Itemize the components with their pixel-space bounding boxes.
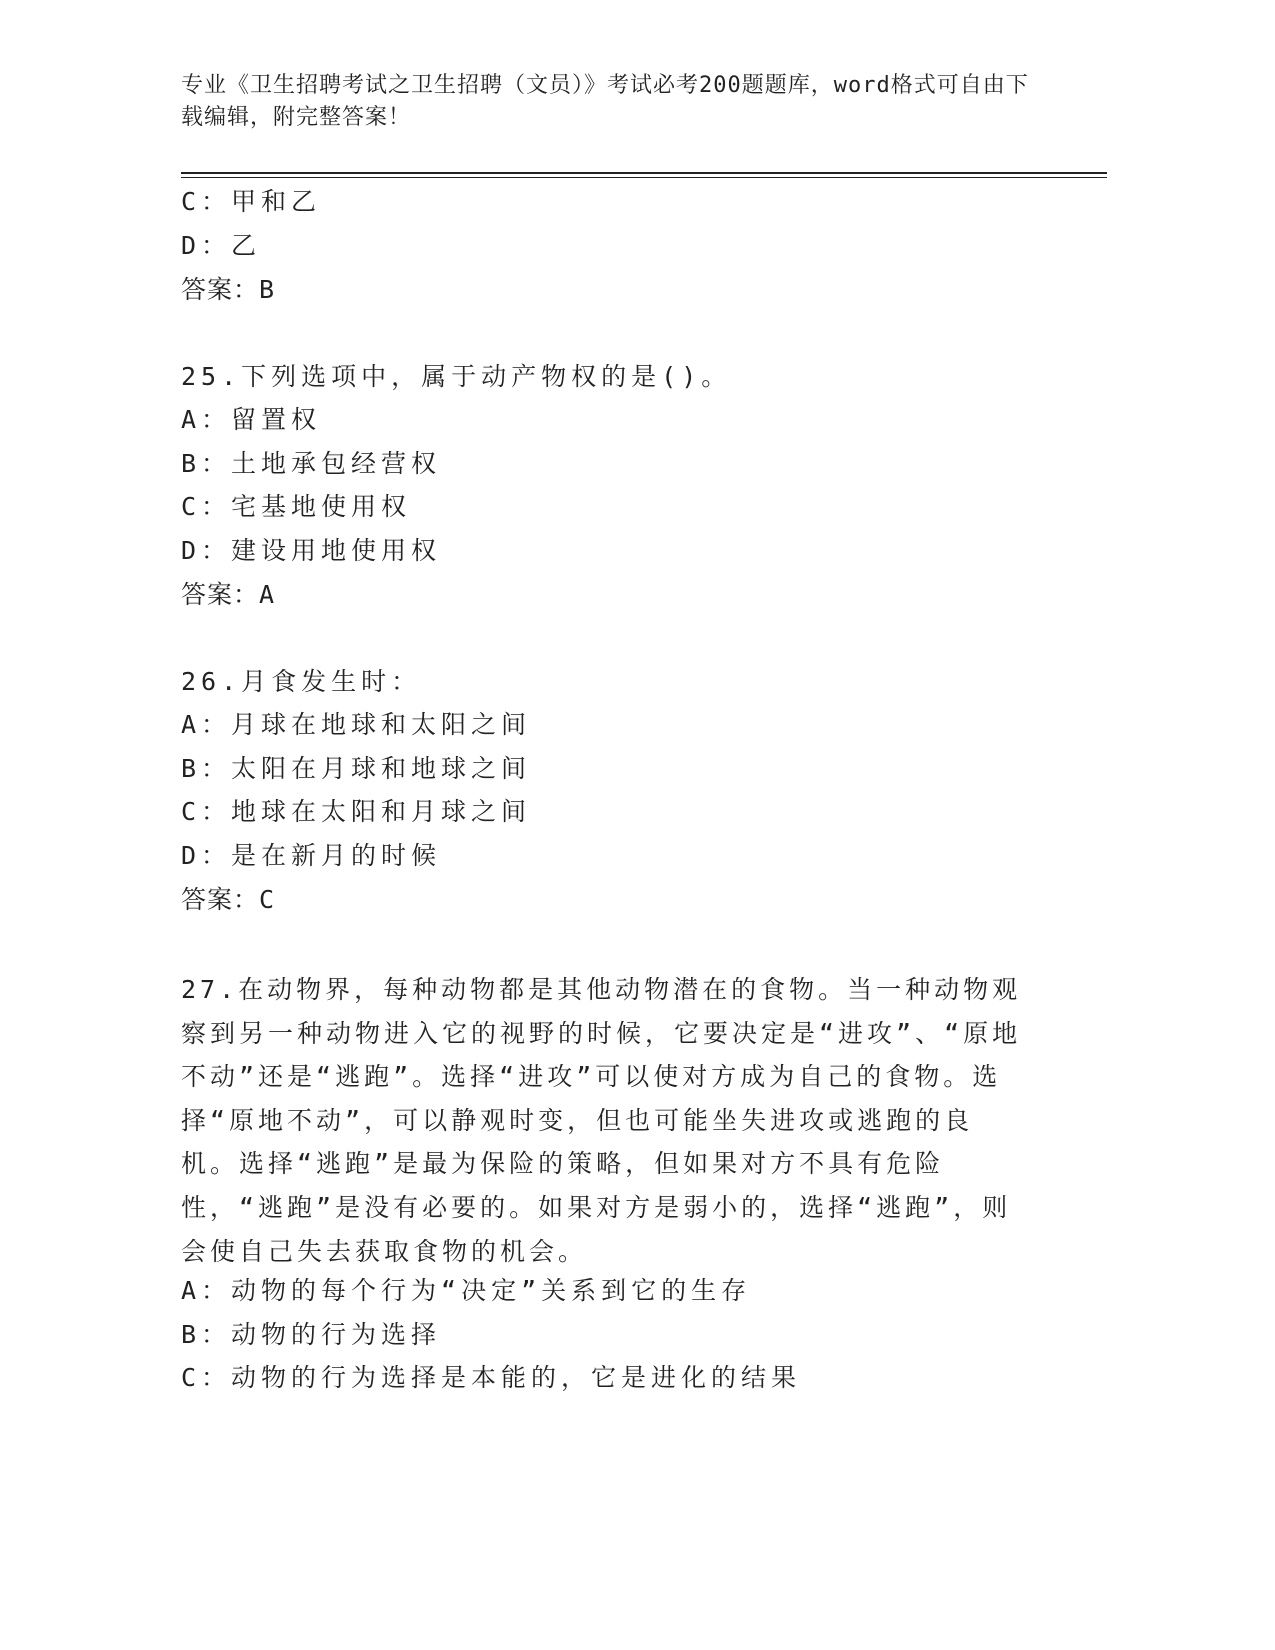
document-header: 专业《卫生招聘考试之卫生招聘（文员）》考试必考200题题库，word格式可自由下载编辑，附完整答案！ xyxy=(181,73,1029,130)
header-rule-thick xyxy=(181,172,1107,174)
q25-answer: 答案：A xyxy=(181,580,276,609)
q25-option-a: A：留置权 xyxy=(181,405,322,434)
q27-option-b: B：动物的行为选择 xyxy=(181,1320,442,1349)
q27-stem: 27.在动物界，每种动物都是其他动物潜在的食物。当一种动物观察到另一种动物进入它的视野的时候，它要决定是“进攻”、“原地不动”还是“逃跑”。选择“进攻”可以使对方成为自己的食物。选择“原地不动”，可以静观时变，但也可能坐失进攻或逃跑的良机。选择“逃跑”是最为保险的策略，但如果对方不具有危险性，“逃跑”是没有必要的。如果对方是弱小的，选择“逃跑”，则会使自己失去获取食物的机会。 xyxy=(181,975,1022,1266)
header-rule-thin xyxy=(181,177,1107,178)
q26-stem: 26.月食发生时： xyxy=(181,667,422,696)
q25-option-c: C：宅基地使用权 xyxy=(181,492,412,521)
q26-option-c: C：地球在太阳和月球之间 xyxy=(181,797,532,826)
prev-option-d: D：乙 xyxy=(181,231,262,260)
q26-option-d: D：是在新月的时候 xyxy=(181,841,442,870)
q26-option-b: B：太阳在月球和地球之间 xyxy=(181,754,532,783)
q26-option-a: A：月球在地球和太阳之间 xyxy=(181,710,532,739)
q27-option-a: A：动物的每个行为“决定”关系到它的生存 xyxy=(181,1276,752,1305)
q25-option-d: D：建设用地使用权 xyxy=(181,536,442,565)
q26-answer: 答案：C xyxy=(181,885,276,914)
prev-answer: 答案：B xyxy=(181,275,276,304)
q27-option-c: C：动物的行为选择是本能的，它是进化的结果 xyxy=(181,1363,802,1392)
q25-stem: 25.下列选项中，属于动产物权的是()。 xyxy=(181,362,732,391)
prev-option-c: C：甲和乙 xyxy=(181,187,322,216)
q25-option-b: B：土地承包经营权 xyxy=(181,449,442,478)
